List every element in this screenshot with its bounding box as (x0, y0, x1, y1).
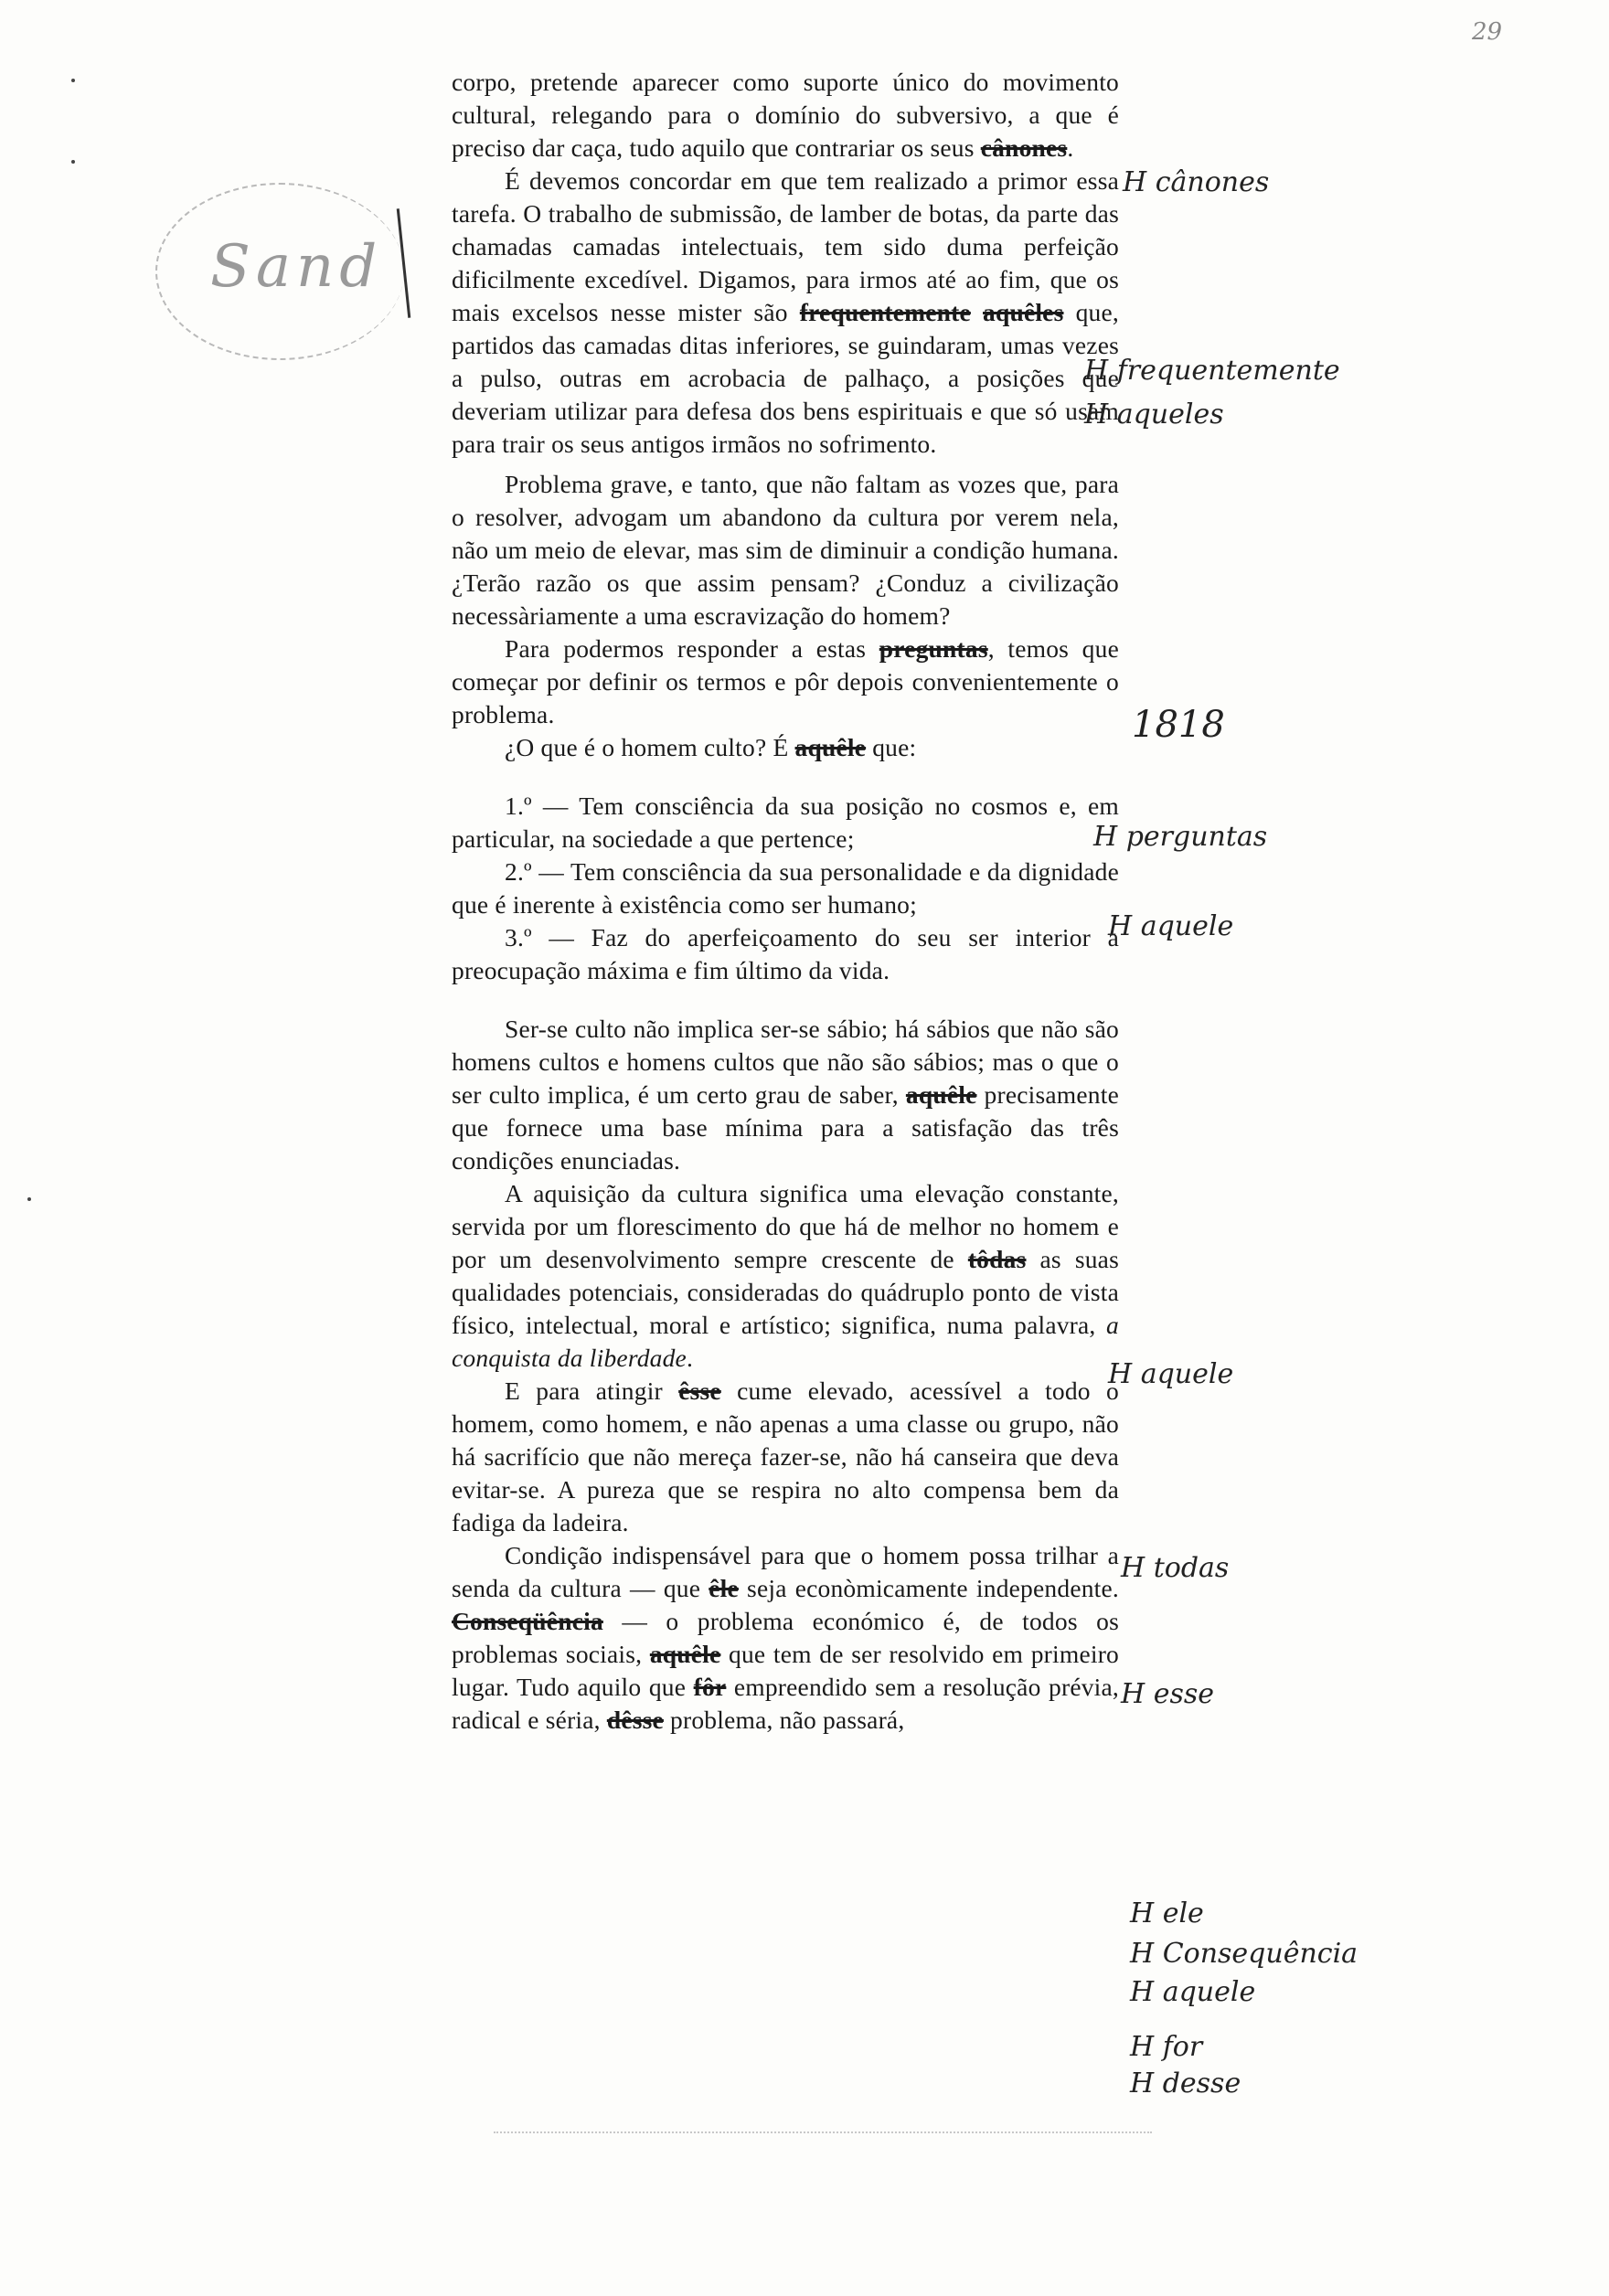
margin-note: H desse (1130, 2067, 1241, 2099)
italic-phrase: a conquista da liberdade (452, 1311, 1119, 1372)
paragraph: ¿O que é o homem culto? É aquêle que: (505, 733, 917, 761)
struck-word: aquêle (905, 1080, 977, 1109)
struck-word: aquêle (794, 733, 867, 761)
struck-word: Conseqüência (452, 1607, 603, 1635)
struck-word: êsse (678, 1377, 721, 1405)
list-item: 2.º — Tem consciência da sua personalidade e da dignidade que é inerente à existência como ser humano; (452, 857, 1119, 919)
margin-note: H esse (1121, 1678, 1214, 1710)
struck-word: aquêle (649, 1640, 721, 1668)
margin-note: H aquele (1108, 910, 1234, 942)
page-number: 29 (1472, 18, 1503, 46)
paragraph: E para atingir êsse cume elevado, acessível a todo o homem, como homem, e não apenas a uma classe ou grupo, não há sacrifício que não mereça fazer-se, não há canseira que deva evitar-se. A pureza que se respira no alto compensa bem da fadiga da ladeira. (452, 1377, 1120, 1536)
speck (27, 1197, 31, 1201)
struck-word: frequentemente (799, 298, 971, 326)
bottom-dotted-rule (494, 2131, 1152, 2134)
struck-word: êle (709, 1574, 739, 1602)
struck-word: cânones (980, 133, 1068, 162)
speck (71, 160, 75, 164)
margin-note: H aquele (1130, 1976, 1256, 2008)
paragraph: A aquisição da cultura significa uma elevação constante, servida por um florescimento do que há de melhor no homem e por um desenvolvimento sempre crescente de tôdas as suas qualidades potenciais, consideradas do quádruplo ponto de vista físico, intelectual, moral e artístico; significa, numa palavra, a conquista da liberdade. (452, 1179, 1119, 1372)
margin-note: H aqueles (1084, 399, 1224, 430)
margin-note: H frequentemente (1084, 355, 1340, 387)
struck-word: aquêles (983, 298, 1064, 326)
margin-note: H perguntas (1093, 821, 1268, 853)
paragraph: Problema grave, e tanto, que não faltam as vozes que, para o resolver, advogam um abandono da cultura por verem nela, não um meio de elevar, mas sim de diminuir a condição humana. ¿Terão razão os que assim pensam? ¿Conduz a civilização necessàriamente a uma escravização do homem? (452, 470, 1119, 630)
paragraph: É devemos concordar em que tem realizado a primor essa tarefa. O trabalho de submissão, de lamber de botas, da parte das chamadas camadas intelectuais, tem sido duma perfeição dificilmente excedível. Digamos, para irmos até ao fim, que os mais excelsos nesse mister são frequentemente aquêles que, partidos das camadas ditas inferiores, se guindaram, umas vezes a pulso, outras em acrobacia de palhaço, a posições que deveriam utilizar para defesa dos bens espirituais e que só usam para trair os seus antigos irmãos no sofrimento. (452, 166, 1119, 458)
paragraph: Para podermos responder a estas preguntas, temos que começar por definir os termos e pôr depois convenientemente o problema. (452, 634, 1119, 728)
margin-note: H for (1130, 2031, 1203, 2063)
list-item: 3.º — Faz do aperfeiçoamento do seu ser interior a preocupação máxima e fim último da vida. (452, 923, 1119, 984)
paragraph: corpo, pretende aparecer como suporte único do movimento cultural, relegando para o domínio do subversivo, a que é preciso dar caça, tudo aquilo que contrariar os seus cânones. (452, 68, 1119, 162)
margin-note: H cânones (1123, 166, 1270, 198)
paragraph: Condição indispensável para que o homem possa trilhar a senda da cultura — que êle seja econòmicamente independente. Conseqüência — o problema económico é, de todos os problemas sociais, aquêle que tem de ser resolvido em primeiro lugar. Tudo aquilo que fôr empreendido sem a resolução prévia, radical e séria, dêsse problema, não passará, (452, 1541, 1120, 1734)
body-text (452, 66, 1119, 1737)
margin-note: H todas (1121, 1552, 1230, 1584)
margin-note: H ele (1130, 1897, 1204, 1929)
struck-word: fôr (693, 1673, 727, 1701)
struck-word: tôdas (967, 1245, 1027, 1273)
list-item: 1.º — Tem consciência da sua posição no cosmos e, em particular, na sociedade a que pertence; (452, 792, 1119, 853)
struck-word: preguntas (879, 634, 988, 663)
paragraph: Ser-se culto não implica ser-se sábio; há sábios que não são homens cultos e homens cultos que não são sábios; mas o que o ser culto implica, é um certo grau de saber, aquêle precisamente que fornece uma base mínima para a satisfação das três condições enunciadas. (452, 1015, 1119, 1175)
speck (71, 79, 75, 82)
definition-list (452, 790, 1119, 987)
margin-note: H aquele (1108, 1358, 1234, 1390)
margin-note: 1818 (1132, 704, 1225, 746)
struck-word: dêsse (606, 1706, 664, 1734)
stamp-handwriting: Sand (210, 233, 383, 301)
margin-note: H Consequência (1130, 1938, 1359, 1970)
